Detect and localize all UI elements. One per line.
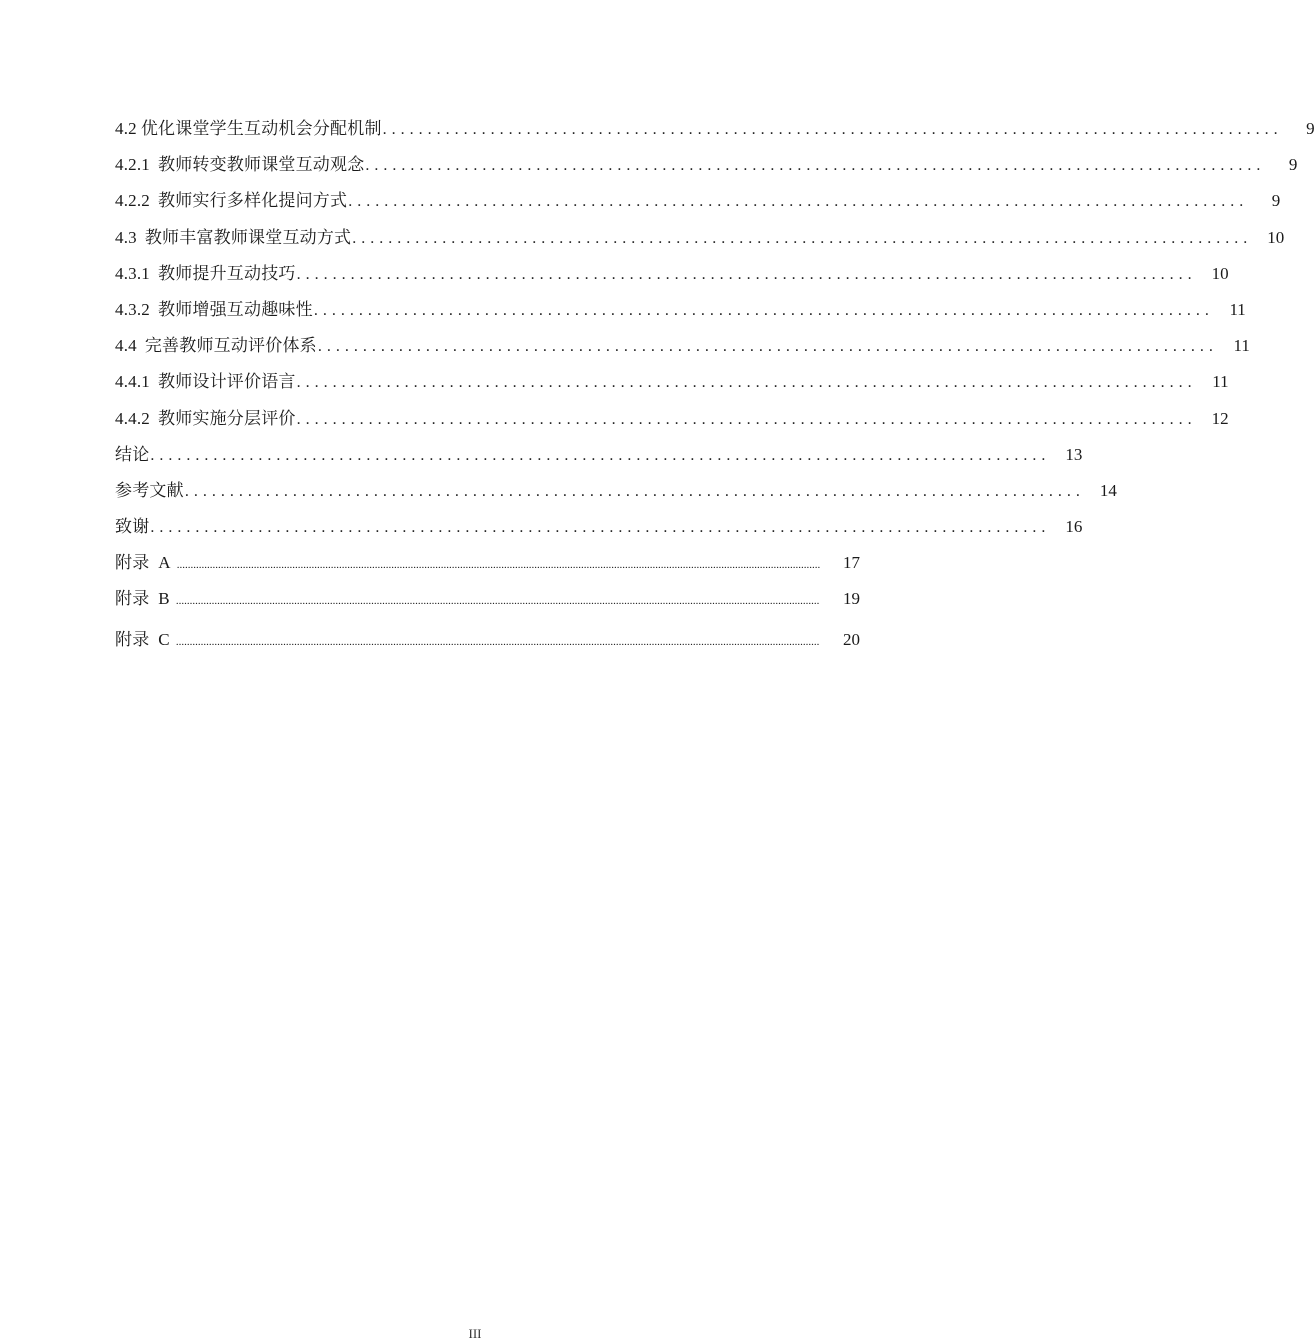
table-of-contents: [115, 116, 1315, 667]
dot-leader: ....................................................................................................: [296, 265, 1197, 283]
toc-entry-title: [115, 261, 296, 287]
toc-entry-label: 致谢: [115, 517, 150, 537]
toc-page-number: 9: [1306, 119, 1315, 138]
dot-leader: ....................................................................................................: [365, 157, 1266, 175]
toc-page-number: 17: [843, 553, 860, 573]
toc-entry-title: [115, 333, 317, 359]
toc-entry[interactable]: [115, 586, 860, 622]
toc-entry[interactable]: [115, 369, 1229, 405]
dot-leader: ....................................................................................................: [317, 338, 1218, 356]
toc-entry-number: 4.2.1: [115, 155, 150, 175]
toc-entry-label: 附录 B: [115, 589, 170, 609]
toc-entry-title: [115, 225, 351, 251]
dot-leader: ....................................................................................................: [313, 301, 1214, 319]
toc-entry-label: 教师实施分层评价: [158, 408, 296, 428]
toc-entry-title: [115, 152, 364, 178]
toc-entry[interactable]: [115, 406, 1229, 442]
dot-leader: ....................................................................................................: [296, 374, 1197, 392]
toc-entry-title: [115, 514, 149, 540]
toc-entry[interactable]: [115, 514, 1083, 550]
toc-entry-title: [115, 116, 382, 142]
toc-entry[interactable]: [115, 478, 1117, 514]
toc-entry-title: [115, 478, 184, 504]
dot-leader: ....................................................................................................: [184, 482, 1085, 500]
toc-entry-title: [115, 442, 149, 468]
dot-leader: ..........................................................................................................................................................................................................................................: [175, 595, 820, 608]
toc-entry[interactable]: [115, 152, 1298, 188]
toc-entry-title: [115, 586, 170, 612]
toc-entry-number: 4.4: [115, 336, 137, 356]
toc-entry-label: 教师丰富教师课堂互动方式: [144, 227, 352, 247]
toc-entry-label: 附录 C: [115, 629, 170, 649]
toc-entry[interactable]: [115, 623, 860, 667]
toc-entry-title: [115, 369, 296, 395]
toc-page-number: 11: [1212, 372, 1229, 392]
toc-page-number: 10: [1211, 263, 1229, 283]
dot-leader: ....................................................................................................: [150, 519, 1051, 537]
dot-leader: ....................................................................................................: [150, 446, 1051, 464]
toc-entry-number: 4.3.2: [115, 299, 150, 319]
toc-entry-title: [115, 297, 313, 323]
toc-page-number: 14: [1099, 480, 1117, 500]
toc-entry[interactable]: [115, 550, 860, 586]
toc-entry-label: 教师增强互动趣味性: [158, 299, 313, 319]
toc-entry-number: 4.3.1: [115, 263, 150, 283]
toc-entry[interactable]: [115, 116, 1315, 152]
toc-entry-label: 教师转变教师课堂互动观念: [158, 155, 365, 175]
dot-leader: ..........................................................................................................................................................................................................................................: [176, 559, 821, 572]
toc-entry-title: [115, 627, 170, 653]
toc-entry[interactable]: [115, 188, 1281, 224]
toc-page-number: 19: [843, 589, 860, 609]
toc-entry-label: 参考文献: [115, 480, 184, 500]
toc-entry-title: [115, 406, 296, 432]
toc-entry[interactable]: [115, 297, 1246, 333]
toc-entry-label: 教师设计评价语言: [158, 372, 296, 392]
toc-entry[interactable]: [115, 261, 1229, 297]
toc-entry-label: 教师提升互动技巧: [158, 263, 296, 283]
toc-entry[interactable]: [115, 442, 1083, 478]
toc-page-number: 11: [1233, 336, 1250, 356]
toc-entry-title: [115, 550, 171, 576]
toc-page-number: 20: [843, 629, 860, 649]
dot-leader: ..........................................................................................................................................................................................................................................: [175, 635, 820, 648]
toc-entry-number: 4.2: [115, 119, 137, 138]
toc-entry-number: 4.3: [115, 227, 137, 247]
toc-page-number: 10: [1267, 227, 1285, 247]
toc-page-number: 9: [1271, 191, 1281, 211]
page-number-footer: III: [468, 1326, 482, 1341]
toc-entry-number: 4.4.1: [115, 372, 150, 392]
toc-entry-label: 优化课堂学生互动机会分配机制: [140, 119, 382, 138]
toc-page-number: 12: [1211, 408, 1229, 428]
dot-leader: ....................................................................................................: [348, 193, 1249, 211]
toc-entry-label: 完善教师互动评价体系: [144, 336, 317, 356]
toc-page-number: 16: [1065, 517, 1083, 537]
toc-entry-label: 教师实行多样化提问方式: [158, 191, 348, 211]
dot-leader: ....................................................................................................: [296, 410, 1197, 428]
toc-page-number: 9: [1288, 155, 1298, 175]
toc-page-number: 13: [1065, 444, 1083, 464]
toc-entry-label: 附录 A: [115, 553, 171, 573]
dot-leader: ....................................................................................................: [382, 121, 1283, 138]
toc-entry-label: 结论: [115, 444, 150, 464]
toc-entry-number: 4.2.2: [115, 191, 150, 211]
toc-entry[interactable]: [115, 333, 1250, 369]
toc-entry[interactable]: [115, 225, 1285, 261]
dot-leader: ....................................................................................................: [352, 229, 1253, 247]
toc-page-number: 11: [1229, 299, 1246, 319]
toc-entry-title: [115, 188, 347, 214]
toc-entry-number: 4.4.2: [115, 408, 150, 428]
